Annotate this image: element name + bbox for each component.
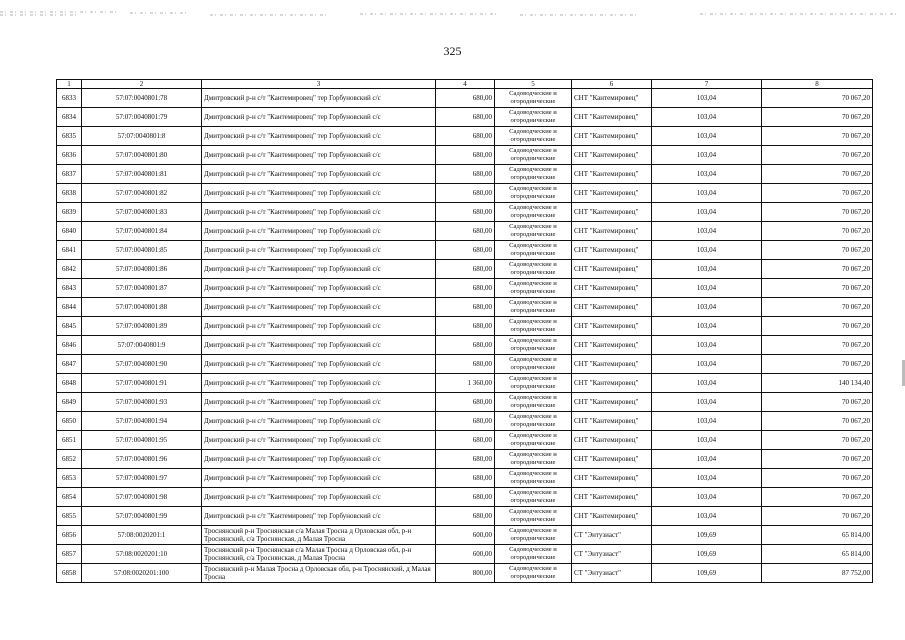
organization: СТ "Энтузиаст" [572,564,652,583]
table-row [57,431,873,450]
address: Троснянский р-н Малая Тросна д Орловская обл, р-н Троснянский, д Малая Тросна [202,564,436,583]
address: Дмитровский р-н с/т "Кантемировец" тер Горбуновский с/с [202,298,436,317]
cadastral-value: 70 067,20 [762,184,873,203]
organization: СТ "Энтузиаст" [572,526,652,545]
cadastral-rate: 103,04 [652,241,762,260]
row-number: 6837 [57,165,82,184]
cadastral-value: 70 067,20 [762,507,873,526]
cadastral-value: 65 814,00 [762,526,873,545]
address: Дмитровский р-н с/т "Кантемировец" тер Горбуновский с/с [202,165,436,184]
table-row [57,146,873,165]
cadastral-number: 57:07:0040801:91 [82,374,202,393]
area: 680,00 [436,146,495,165]
land-use: Садоводческие и огороднические [495,203,572,222]
address: Дмитровский р-н с/т "Кантемировец" тер Горбуновский с/с [202,469,436,488]
area: 800,00 [436,564,495,583]
area: 680,00 [436,241,495,260]
row-number: 6852 [57,450,82,469]
row-number: 6835 [57,127,82,146]
row-number: 6846 [57,336,82,355]
land-use: Садоводческие и огороднические [495,146,572,165]
cadastral-rate: 103,04 [652,298,762,317]
table-row [57,412,873,431]
cadastral-number: 57:08:0020201:1 [82,526,202,545]
cadastral-rate: 103,04 [652,203,762,222]
cadastral-value: 70 067,20 [762,241,873,260]
land-use: Садоводческие и огороднические [495,564,572,583]
land-use: Садоводческие и огороднические [495,184,572,203]
table-row [57,203,873,222]
area: 680,00 [436,298,495,317]
table-row [57,165,873,184]
address: Дмитровский р-н с/т "Кантемировец" тер Горбуновский с/с [202,431,436,450]
row-number: 6853 [57,469,82,488]
table-row [57,355,873,374]
row-number: 6854 [57,488,82,507]
table-row [57,393,873,412]
cadastral-number: 57:07:0040801:83 [82,203,202,222]
cadastral-value: 70 067,20 [762,450,873,469]
column-header: 4 [436,80,495,89]
cadastral-rate: 103,04 [652,222,762,241]
cadastral-rate: 103,04 [652,146,762,165]
area: 600,00 [436,526,495,545]
table-row [57,241,873,260]
table-row [57,89,873,108]
row-number: 6840 [57,222,82,241]
row-number: 6857 [57,545,82,564]
cadastral-value: 70 067,20 [762,355,873,374]
cadastral-value: 65 814,00 [762,545,873,564]
cadastral-value: 70 067,20 [762,108,873,127]
cadastral-rate: 103,04 [652,336,762,355]
area: 680,00 [436,222,495,241]
address: Дмитровский р-н с/т "Кантемировец" тер Горбуновский с/с [202,146,436,165]
table-row [57,526,873,545]
table-row [57,127,873,146]
organization: СНТ "Кантемировец" [572,279,652,298]
organization: СНТ "Кантемировец" [572,374,652,393]
scan-noise [0,0,905,30]
cadastral-value: 70 067,20 [762,317,873,336]
cadastral-rate: 103,04 [652,393,762,412]
address: Троснянский р-н Троснянская с/а Малая Тросна д Орловская обл, р-н Троснянский, с/а Троснянская, д Малая Тросна [202,526,436,545]
cadastral-value: 70 067,20 [762,89,873,108]
row-number: 6841 [57,241,82,260]
cadastral-rate: 103,04 [652,317,762,336]
area: 680,00 [436,127,495,146]
column-header: 6 [572,80,652,89]
cadastral-value: 70 067,20 [762,203,873,222]
address: Дмитровский р-н с/т "Кантемировец" тер Горбуновский с/с [202,507,436,526]
cadastral-rate: 103,04 [652,165,762,184]
organization: СНТ "Кантемировец" [572,317,652,336]
area: 600,00 [436,545,495,564]
organization: СНТ "Кантемировец" [572,298,652,317]
cadastral-rate: 103,04 [652,488,762,507]
cadastral-value: 87 752,00 [762,564,873,583]
address: Дмитровский р-н с/т "Кантемировец" тер Горбуновский с/с [202,89,436,108]
land-plot-table [56,79,873,583]
area: 680,00 [436,450,495,469]
address: Дмитровский р-н с/т "Кантемировец" тер Горбуновский с/с [202,336,436,355]
organization: СНТ "Кантемировец" [572,165,652,184]
cadastral-value: 70 067,20 [762,222,873,241]
organization: СНТ "Кантемировец" [572,222,652,241]
land-use: Садоводческие и огороднические [495,374,572,393]
area: 680,00 [436,431,495,450]
address: Дмитровский р-н с/т "Кантемировец" тер Горбуновский с/с [202,374,436,393]
table-row [57,336,873,355]
land-use: Садоводческие и огороднические [495,355,572,374]
organization: СТ "Энтузиаст" [572,545,652,564]
table-row [57,222,873,241]
address: Дмитровский р-н с/т "Кантемировец" тер Горбуновский с/с [202,184,436,203]
organization: СНТ "Кантемировец" [572,260,652,279]
cadastral-rate: 103,04 [652,374,762,393]
cadastral-value: 70 067,20 [762,127,873,146]
row-number: 6833 [57,89,82,108]
row-number: 6856 [57,526,82,545]
cadastral-number: 57:07:0040801:84 [82,222,202,241]
area: 680,00 [436,89,495,108]
cadastral-number: 57:07:0040801:88 [82,298,202,317]
column-header: 8 [762,80,873,89]
table-row [57,184,873,203]
address: Дмитровский р-н с/т "Кантемировец" тер Горбуновский с/с [202,488,436,507]
organization: СНТ "Кантемировец" [572,469,652,488]
table-row [57,564,873,583]
table-row [57,545,873,564]
organization: СНТ "Кантемировец" [572,393,652,412]
cadastral-number: 57:07:0040801:90 [82,355,202,374]
organization: СНТ "Кантемировец" [572,450,652,469]
cadastral-number: 57:07:0040801:85 [82,241,202,260]
cadastral-value: 70 067,20 [762,412,873,431]
cadastral-number: 57:07:0040801:86 [82,260,202,279]
row-number: 6855 [57,507,82,526]
land-use: Садоводческие и огороднические [495,488,572,507]
cadastral-number: 57:07:0040801:99 [82,507,202,526]
address: Дмитровский р-н с/т "Кантемировец" тер Горбуновский с/с [202,279,436,298]
land-use: Садоводческие и огороднические [495,222,572,241]
land-use: Садоводческие и огороднические [495,108,572,127]
area: 680,00 [436,108,495,127]
organization: СНТ "Кантемировец" [572,355,652,374]
address: Дмитровский р-н с/т "Кантемировец" тер Горбуновский с/с [202,127,436,146]
organization: СНТ "Кантемировец" [572,146,652,165]
cadastral-number: 57:07:0040801:98 [82,488,202,507]
table-row [57,469,873,488]
table-row [57,108,873,127]
land-use: Садоводческие и огороднические [495,469,572,488]
organization: СНТ "Кантемировец" [572,336,652,355]
table-row [57,488,873,507]
cadastral-rate: 103,04 [652,260,762,279]
column-header: 1 [57,80,82,89]
organization: СНТ "Кантемировец" [572,488,652,507]
area: 680,00 [436,393,495,412]
cadastral-rate: 103,04 [652,412,762,431]
row-number: 6858 [57,564,82,583]
cadastral-number: 57:07:0040801:80 [82,146,202,165]
area: 680,00 [436,317,495,336]
row-number: 6834 [57,108,82,127]
cadastral-rate: 103,04 [652,507,762,526]
cadastral-rate: 103,04 [652,127,762,146]
organization: СНТ "Кантемировец" [572,507,652,526]
address: Дмитровский р-н с/т "Кантемировец" тер Горбуновский с/с [202,412,436,431]
header-row [57,80,873,89]
land-use: Садоводческие и огороднические [495,317,572,336]
land-use: Садоводческие и огороднические [495,545,572,564]
area: 680,00 [436,279,495,298]
address: Дмитровский р-н с/т "Кантемировец" тер Горбуновский с/с [202,450,436,469]
table-row [57,450,873,469]
organization: СНТ "Кантемировец" [572,108,652,127]
cadastral-value: 70 067,20 [762,165,873,184]
cadastral-number: 57:07:0040801:95 [82,431,202,450]
cadastral-value: 140 134,40 [762,374,873,393]
area: 680,00 [436,336,495,355]
area: 680,00 [436,165,495,184]
address: Дмитровский р-н с/т "Кантемировец" тер Горбуновский с/с [202,241,436,260]
column-header: 3 [202,80,436,89]
land-use: Садоводческие и огороднические [495,260,572,279]
cadastral-value: 70 067,20 [762,146,873,165]
table-row [57,279,873,298]
row-number: 6849 [57,393,82,412]
address: Дмитровский р-н с/т "Кантемировец" тер Горбуновский с/с [202,222,436,241]
address: Дмитровский р-н с/т "Кантемировец" тер Горбуновский с/с [202,355,436,374]
table-row [57,298,873,317]
row-number: 6838 [57,184,82,203]
land-use: Садоводческие и огороднические [495,127,572,146]
area: 680,00 [436,412,495,431]
cadastral-value: 70 067,20 [762,260,873,279]
cadastral-rate: 109,69 [652,564,762,583]
land-use: Садоводческие и огороднические [495,336,572,355]
cadastral-value: 70 067,20 [762,488,873,507]
cadastral-number: 57:07:0040801:94 [82,412,202,431]
cadastral-number: 57:07:0040801:97 [82,469,202,488]
address: Дмитровский р-н с/т "Кантемировец" тер Горбуновский с/с [202,203,436,222]
land-use: Садоводческие и огороднические [495,431,572,450]
area: 680,00 [436,507,495,526]
land-use: Садоводческие и огороднические [495,507,572,526]
cadastral-rate: 103,04 [652,89,762,108]
cadastral-rate: 103,04 [652,450,762,469]
cadastral-number: 57:07:0040801:8 [82,127,202,146]
land-use: Садоводческие и огороднические [495,279,572,298]
cadastral-number: 57:07:0040801:79 [82,108,202,127]
cadastral-rate: 103,04 [652,355,762,374]
cadastral-rate: 103,04 [652,108,762,127]
address: Дмитровский р-н с/т "Кантемировец" тер Горбуновский с/с [202,260,436,279]
organization: СНТ "Кантемировец" [572,431,652,450]
row-number: 6848 [57,374,82,393]
organization: СНТ "Кантемировец" [572,241,652,260]
area: 680,00 [436,260,495,279]
cadastral-number: 57:08:0020201:100 [82,564,202,583]
land-use: Садоводческие и огороднические [495,450,572,469]
land-use: Садоводческие и огороднические [495,89,572,108]
row-number: 6847 [57,355,82,374]
area: 680,00 [436,355,495,374]
table-row [57,317,873,336]
cadastral-number: 57:07:0040801:89 [82,317,202,336]
row-number: 6842 [57,260,82,279]
cadastral-value: 70 067,20 [762,298,873,317]
cadastral-number: 57:07:0040801:93 [82,393,202,412]
cadastral-rate: 103,04 [652,279,762,298]
organization: СНТ "Кантемировец" [572,203,652,222]
cadastral-value: 70 067,20 [762,279,873,298]
table-row [57,260,873,279]
area: 680,00 [436,469,495,488]
cadastral-value: 70 067,20 [762,431,873,450]
address: Троснянский р-н Троснянская с/а Малая Тросна д Орловская обл, р-н Троснянский, с/а Троснянская, д Малая Тросна [202,545,436,564]
cadastral-rate: 109,69 [652,545,762,564]
cadastral-rate: 103,04 [652,184,762,203]
organization: СНТ "Кантемировец" [572,127,652,146]
cadastral-number: 57:07:0040801:96 [82,450,202,469]
cadastral-rate: 109,69 [652,526,762,545]
area: 680,00 [436,184,495,203]
cadastral-rate: 103,04 [652,469,762,488]
row-number: 6845 [57,317,82,336]
area: 680,00 [436,488,495,507]
cadastral-value: 70 067,20 [762,336,873,355]
land-use: Садоводческие и огороднические [495,165,572,184]
land-use: Садоводческие и огороднические [495,241,572,260]
row-number: 6851 [57,431,82,450]
row-number: 6844 [57,298,82,317]
page-number: 325 [443,44,462,58]
column-header: 7 [652,80,762,89]
land-use: Садоводческие и огороднические [495,412,572,431]
cadastral-number: 57:07:0040801:87 [82,279,202,298]
row-number: 6839 [57,203,82,222]
row-number: 6850 [57,412,82,431]
cadastral-number: 57:07:0040801:78 [82,89,202,108]
land-use: Садоводческие и огороднические [495,393,572,412]
column-header: 5 [495,80,572,89]
land-use: Садоводческие и огороднические [495,298,572,317]
area: 1 360,00 [436,374,495,393]
column-header: 2 [82,80,202,89]
cadastral-number: 57:07:0040801:81 [82,165,202,184]
organization: СНТ "Кантемировец" [572,89,652,108]
row-number: 6843 [57,279,82,298]
address: Дмитровский р-н с/т "Кантемировец" тер Горбуновский с/с [202,108,436,127]
organization: СНТ "Кантемировец" [572,412,652,431]
cadastral-value: 70 067,20 [762,469,873,488]
cadastral-number: 57:07:0040801:9 [82,336,202,355]
land-use: Садоводческие и огороднические [495,526,572,545]
row-number: 6836 [57,146,82,165]
address: Дмитровский р-н с/т "Кантемировец" тер Горбуновский с/с [202,317,436,336]
address: Дмитровский р-н с/т "Кантемировец" тер Горбуновский с/с [202,393,436,412]
cadastral-rate: 103,04 [652,431,762,450]
organization: СНТ "Кантемировец" [572,184,652,203]
area: 680,00 [436,203,495,222]
table-row [57,374,873,393]
table-row [57,507,873,526]
cadastral-number: 57:08:0020201:10 [82,545,202,564]
cadastral-number: 57:07:0040801:82 [82,184,202,203]
cadastral-value: 70 067,20 [762,393,873,412]
